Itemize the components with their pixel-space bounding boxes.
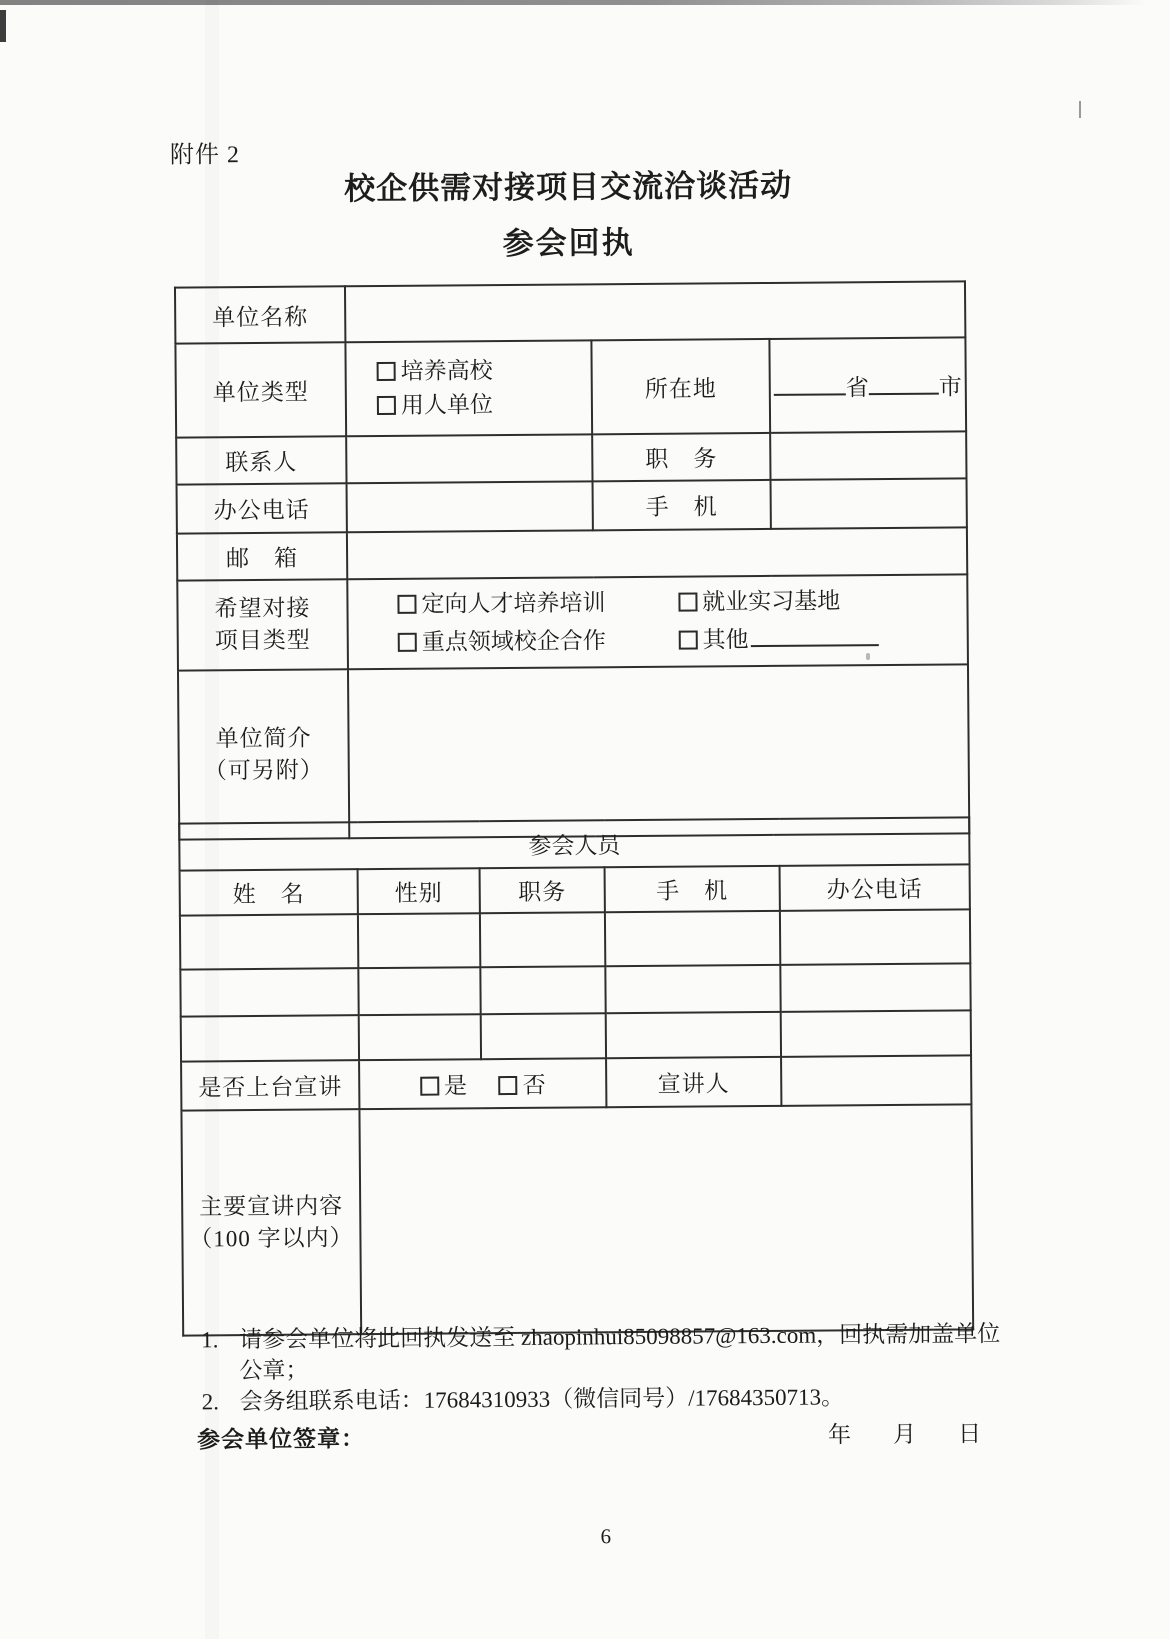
note-number: 2. — [201, 1389, 220, 1415]
page-number: 6 — [600, 1524, 612, 1549]
signature-label: 参会单位签章： — [196, 1426, 366, 1453]
note-text: 请参会单位将此回执发送至 zhaopinhui85098857@163.com，回执需加盖单位 — [239, 1321, 1001, 1353]
unit-intro-label-line1: 单位简介 — [215, 725, 312, 751]
participant-cell — [358, 967, 480, 1015]
mobile-value-cell — [771, 478, 967, 529]
project-option-label: 其他 — [702, 627, 749, 653]
note-item-2 — [183, 1380, 989, 1417]
checkbox-icon — [377, 396, 396, 415]
project-type-label-line2: 项目类型 — [214, 627, 311, 654]
participant-cell — [605, 965, 780, 1013]
project-option-other — [678, 620, 878, 660]
project-option-label: 重点领域校企合作 — [421, 628, 606, 655]
checkbox-icon — [499, 1076, 518, 1095]
location-label: 所在地 — [591, 339, 770, 434]
unit-name-label: 单位名称 — [175, 286, 345, 343]
month-label: 月 — [892, 1421, 917, 1448]
speaker-label: 宣讲人 — [606, 1057, 781, 1107]
column-header-gender: 性别 — [358, 868, 480, 914]
speech-option-yes — [420, 1073, 467, 1098]
participant-cell — [480, 912, 605, 967]
office-phone-label: 办公电话 — [177, 483, 347, 533]
note-number: 1. — [201, 1327, 219, 1353]
participant-cell — [481, 1013, 606, 1059]
participant-cell — [606, 1012, 781, 1058]
participant-cell — [359, 1014, 481, 1060]
checkbox-icon — [377, 362, 396, 381]
column-header-mobile: 手 机 — [605, 866, 780, 912]
position-value-cell — [770, 431, 966, 480]
unit-type-option-university — [377, 353, 591, 389]
participant-cell — [358, 913, 480, 968]
province-suffix: 省 — [845, 374, 869, 400]
unit-intro-label-line2: （可另附） — [203, 756, 324, 783]
project-option-label: 就业实习基地 — [702, 588, 841, 615]
speaker-value-cell — [781, 1055, 971, 1105]
speech-options-cell — [359, 1058, 606, 1109]
participant-cell — [605, 911, 780, 966]
office-phone-value-cell — [347, 481, 593, 532]
unit-type-label: 单位类型 — [175, 342, 346, 437]
project-options-row — [397, 581, 966, 623]
participants-section-title: 参会人员 — [179, 817, 969, 870]
checkbox-icon — [678, 593, 697, 612]
email-value-cell — [347, 527, 967, 579]
speech-label: 是否上台宣讲 — [181, 1060, 359, 1110]
unit-intro-label — [178, 669, 349, 839]
speech-yes-label: 是 — [443, 1073, 467, 1099]
mobile-label: 手 机 — [593, 480, 771, 530]
project-type-label — [177, 579, 348, 670]
signature-row — [183, 1418, 989, 1455]
checkbox-icon — [398, 633, 417, 652]
note-item-1 — [182, 1318, 1001, 1355]
year-label: 年 — [827, 1422, 852, 1448]
participants-columns-row — [180, 864, 970, 915]
location-value-cell — [769, 337, 966, 433]
unit-type-options-cell — [345, 340, 592, 436]
registration-form-table — [174, 280, 970, 840]
project-option-training — [397, 584, 672, 624]
form-row-contact — [176, 431, 966, 484]
participant-row — [181, 1010, 971, 1061]
project-options-row — [398, 619, 967, 661]
attachment-label: 附件 2 — [169, 142, 241, 169]
blank-underline — [774, 373, 846, 396]
form-row-unit-intro — [178, 664, 969, 839]
participants-header-row — [179, 817, 969, 870]
unit-intro-value-cell — [348, 664, 969, 838]
footer-notes — [182, 1318, 1001, 1455]
email-label: 邮 箱 — [177, 532, 347, 580]
checkbox-icon — [678, 631, 697, 650]
document-subtitle: 参会回执 — [502, 224, 635, 262]
unit-type-option-employer — [377, 387, 591, 423]
contact-label: 联系人 — [176, 436, 346, 484]
speech-option-no — [499, 1073, 546, 1098]
participant-cell — [780, 963, 970, 1011]
form-row-project-type — [177, 574, 968, 670]
document-title: 校企供需对接项目交流洽谈活动 — [344, 167, 793, 207]
project-option-label: 定向人才培养培训 — [421, 590, 606, 617]
contact-value-cell — [346, 434, 592, 483]
form-row-unit-type — [175, 337, 966, 437]
speech-content-row — [181, 1104, 973, 1335]
checkbox-icon — [420, 1077, 439, 1096]
participants-table — [178, 816, 974, 1336]
checkbox-icon — [397, 595, 416, 614]
participant-cell — [181, 1015, 359, 1061]
speech-content-value-cell — [359, 1104, 973, 1334]
position-label: 职 务 — [592, 433, 770, 481]
form-row-email — [177, 527, 967, 580]
blank-underline — [869, 372, 939, 395]
participant-row — [180, 909, 970, 969]
participant-cell — [180, 914, 358, 969]
project-option-key-cooperation — [398, 622, 673, 662]
participant-row — [180, 963, 970, 1016]
speech-no-label: 否 — [522, 1072, 546, 1098]
form-row-unit-name — [175, 281, 965, 343]
form-row-office-phone — [177, 478, 967, 533]
note-text: 会务组联系电话：17684310933（微信同号）/17684350713。 — [239, 1384, 845, 1415]
speech-content-label-line1: 主要宣讲内容 — [199, 1192, 344, 1219]
date-fields — [828, 1418, 981, 1450]
city-suffix: 市 — [938, 373, 962, 400]
blank-underline — [750, 624, 878, 647]
column-header-position: 职务 — [480, 867, 605, 913]
project-type-label-line1: 希望对接 — [214, 595, 311, 622]
speech-content-label-line2: （100 字以内） — [189, 1224, 354, 1252]
speech-content-label — [181, 1109, 361, 1335]
unit-type-option-label: 用人单位 — [400, 392, 494, 418]
unit-name-value-cell — [345, 281, 965, 342]
column-header-name: 姓 名 — [180, 869, 358, 915]
participant-cell — [480, 966, 605, 1014]
participant-cell — [180, 968, 358, 1016]
participant-cell — [781, 1010, 971, 1056]
day-label: 日 — [957, 1421, 982, 1447]
column-header-office-phone: 办公电话 — [780, 864, 970, 910]
note-item-1-continued: 公章； — [239, 1357, 309, 1384]
project-option-internship-base — [678, 582, 840, 621]
project-type-options-cell — [347, 574, 968, 669]
speech-row — [181, 1055, 971, 1110]
participant-cell — [780, 909, 970, 964]
unit-type-option-label: 培养高校 — [400, 358, 493, 384]
